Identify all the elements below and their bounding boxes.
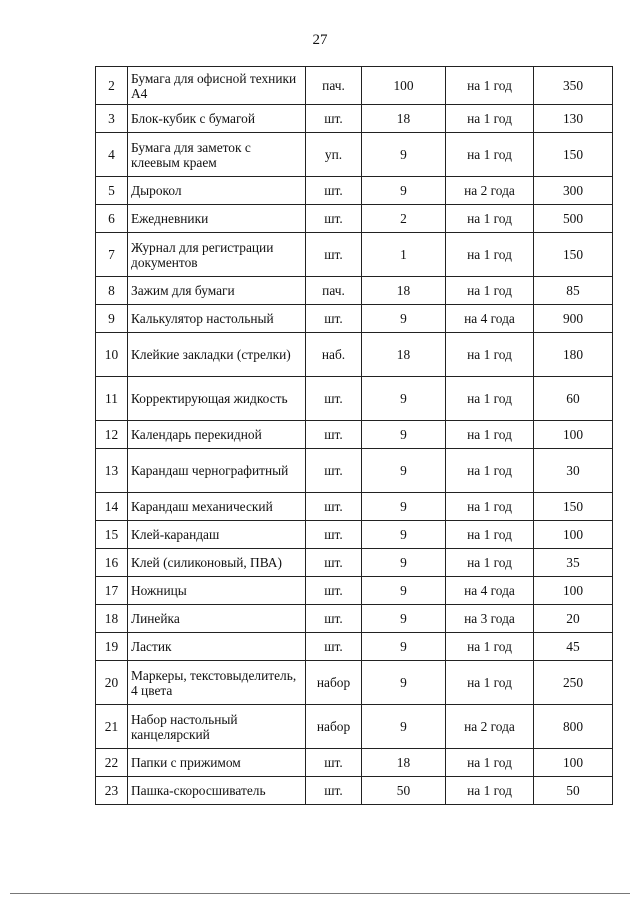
row-number-cell: 13 bbox=[96, 449, 128, 493]
row-number-cell: 15 bbox=[96, 521, 128, 549]
price-cell: 60 bbox=[534, 377, 613, 421]
price-cell: 100 bbox=[534, 749, 613, 777]
row-number-cell: 9 bbox=[96, 305, 128, 333]
usage-term-cell: на 1 год bbox=[446, 205, 534, 233]
unit-cell: шт. bbox=[306, 377, 362, 421]
item-name-cell: Ластик bbox=[128, 633, 306, 661]
table-row bbox=[96, 377, 613, 421]
price-cell: 100 bbox=[534, 577, 613, 605]
table-row bbox=[96, 633, 613, 661]
table-row bbox=[96, 105, 613, 133]
table-row bbox=[96, 493, 613, 521]
unit-cell: набор bbox=[306, 661, 362, 705]
table-row bbox=[96, 449, 613, 493]
unit-cell: шт. bbox=[306, 577, 362, 605]
unit-cell: шт. bbox=[306, 549, 362, 577]
row-number-cell: 16 bbox=[96, 549, 128, 577]
quantity-cell: 9 bbox=[362, 177, 446, 205]
usage-term-cell: на 1 год bbox=[446, 105, 534, 133]
usage-term-cell: на 1 год bbox=[446, 277, 534, 305]
usage-term-cell: на 2 года bbox=[446, 705, 534, 749]
item-name-cell: Пашка-скоросшиватель bbox=[128, 777, 306, 805]
unit-cell: набор bbox=[306, 705, 362, 749]
unit-cell: шт. bbox=[306, 521, 362, 549]
price-cell: 50 bbox=[534, 777, 613, 805]
row-number-cell: 2 bbox=[96, 67, 128, 105]
item-name-cell: Календарь перекидной bbox=[128, 421, 306, 449]
quantity-cell: 18 bbox=[362, 105, 446, 133]
usage-term-cell: на 1 год bbox=[446, 521, 534, 549]
price-cell: 150 bbox=[534, 493, 613, 521]
row-number-cell: 10 bbox=[96, 333, 128, 377]
item-name-cell: Карандаш механический bbox=[128, 493, 306, 521]
table-row bbox=[96, 205, 613, 233]
item-name-cell: Бумага для заметок с клеевым краем bbox=[128, 133, 306, 177]
quantity-cell: 50 bbox=[362, 777, 446, 805]
table-row bbox=[96, 277, 613, 305]
row-number-cell: 3 bbox=[96, 105, 128, 133]
table-row bbox=[96, 67, 613, 105]
item-name-cell: Зажим для бумаги bbox=[128, 277, 306, 305]
quantity-cell: 9 bbox=[362, 661, 446, 705]
price-cell: 800 bbox=[534, 705, 613, 749]
quantity-cell: 9 bbox=[362, 549, 446, 577]
item-name-cell: Набор настольный канцелярский bbox=[128, 705, 306, 749]
row-number-cell: 19 bbox=[96, 633, 128, 661]
unit-cell: уп. bbox=[306, 133, 362, 177]
quantity-cell: 100 bbox=[362, 67, 446, 105]
quantity-cell: 9 bbox=[362, 133, 446, 177]
price-cell: 30 bbox=[534, 449, 613, 493]
unit-cell: пач. bbox=[306, 67, 362, 105]
usage-term-cell: на 1 год bbox=[446, 549, 534, 577]
item-name-cell: Клей (силиконовый, ПВА) bbox=[128, 549, 306, 577]
row-number-cell: 5 bbox=[96, 177, 128, 205]
supplies-table bbox=[95, 66, 613, 805]
price-cell: 350 bbox=[534, 67, 613, 105]
table-row bbox=[96, 177, 613, 205]
usage-term-cell: на 4 года bbox=[446, 577, 534, 605]
unit-cell: шт. bbox=[306, 449, 362, 493]
price-cell: 130 bbox=[534, 105, 613, 133]
unit-cell: шт. bbox=[306, 305, 362, 333]
unit-cell: шт. bbox=[306, 177, 362, 205]
usage-term-cell: на 1 год bbox=[446, 661, 534, 705]
unit-cell: шт. bbox=[306, 421, 362, 449]
usage-term-cell: на 1 год bbox=[446, 449, 534, 493]
usage-term-cell: на 2 года bbox=[446, 177, 534, 205]
row-number-cell: 6 bbox=[96, 205, 128, 233]
price-cell: 900 bbox=[534, 305, 613, 333]
price-cell: 85 bbox=[534, 277, 613, 305]
table-row bbox=[96, 305, 613, 333]
unit-cell: шт. bbox=[306, 777, 362, 805]
quantity-cell: 9 bbox=[362, 305, 446, 333]
quantity-cell: 18 bbox=[362, 333, 446, 377]
quantity-cell: 9 bbox=[362, 421, 446, 449]
usage-term-cell: на 1 год bbox=[446, 777, 534, 805]
row-number-cell: 17 bbox=[96, 577, 128, 605]
item-name-cell: Калькулятор настольный bbox=[128, 305, 306, 333]
unit-cell: пач. bbox=[306, 277, 362, 305]
price-cell: 100 bbox=[534, 521, 613, 549]
price-cell: 35 bbox=[534, 549, 613, 577]
item-name-cell: Журнал для регистрации документов bbox=[128, 233, 306, 277]
usage-term-cell: на 1 год bbox=[446, 233, 534, 277]
row-number-cell: 7 bbox=[96, 233, 128, 277]
item-name-cell: Папки с прижимом bbox=[128, 749, 306, 777]
row-number-cell: 14 bbox=[96, 493, 128, 521]
row-number-cell: 23 bbox=[96, 777, 128, 805]
row-number-cell: 4 bbox=[96, 133, 128, 177]
table-row bbox=[96, 549, 613, 577]
table-row bbox=[96, 421, 613, 449]
table-row bbox=[96, 605, 613, 633]
usage-term-cell: на 1 год bbox=[446, 493, 534, 521]
table-row bbox=[96, 521, 613, 549]
table-row bbox=[96, 777, 613, 805]
row-number-cell: 21 bbox=[96, 705, 128, 749]
quantity-cell: 9 bbox=[362, 705, 446, 749]
usage-term-cell: на 1 год bbox=[446, 67, 534, 105]
price-cell: 250 bbox=[534, 661, 613, 705]
usage-term-cell: на 1 год bbox=[446, 333, 534, 377]
footer-divider bbox=[10, 893, 630, 894]
table-row bbox=[96, 705, 613, 749]
table-row bbox=[96, 233, 613, 277]
usage-term-cell: на 1 год bbox=[446, 421, 534, 449]
item-name-cell: Карандаш чернографитный bbox=[128, 449, 306, 493]
quantity-cell: 2 bbox=[362, 205, 446, 233]
usage-term-cell: на 1 год bbox=[446, 133, 534, 177]
item-name-cell: Ежедневники bbox=[128, 205, 306, 233]
quantity-cell: 9 bbox=[362, 449, 446, 493]
unit-cell: наб. bbox=[306, 333, 362, 377]
item-name-cell: Маркеры, текстовыделитель, 4 цвета bbox=[128, 661, 306, 705]
item-name-cell: Клейкие закладки (стрелки) bbox=[128, 333, 306, 377]
usage-term-cell: на 1 год bbox=[446, 633, 534, 661]
item-name-cell: Бумага для офисной техники А4 bbox=[128, 67, 306, 105]
quantity-cell: 1 bbox=[362, 233, 446, 277]
item-name-cell: Ножницы bbox=[128, 577, 306, 605]
table-row bbox=[96, 661, 613, 705]
unit-cell: шт. bbox=[306, 605, 362, 633]
quantity-cell: 9 bbox=[362, 605, 446, 633]
quantity-cell: 9 bbox=[362, 521, 446, 549]
item-name-cell: Дырокол bbox=[128, 177, 306, 205]
usage-term-cell: на 1 год bbox=[446, 377, 534, 421]
unit-cell: шт. bbox=[306, 205, 362, 233]
page-number: 27 bbox=[312, 32, 328, 48]
row-number-cell: 8 bbox=[96, 277, 128, 305]
quantity-cell: 9 bbox=[362, 493, 446, 521]
quantity-cell: 9 bbox=[362, 377, 446, 421]
unit-cell: шт. bbox=[306, 493, 362, 521]
price-cell: 20 bbox=[534, 605, 613, 633]
unit-cell: шт. bbox=[306, 633, 362, 661]
item-name-cell: Блок-кубик с бумагой bbox=[128, 105, 306, 133]
row-number-cell: 22 bbox=[96, 749, 128, 777]
item-name-cell: Линейка bbox=[128, 605, 306, 633]
table-row bbox=[96, 577, 613, 605]
unit-cell: шт. bbox=[306, 749, 362, 777]
price-cell: 100 bbox=[534, 421, 613, 449]
quantity-cell: 9 bbox=[362, 577, 446, 605]
price-cell: 300 bbox=[534, 177, 613, 205]
usage-term-cell: на 1 год bbox=[446, 749, 534, 777]
table-row bbox=[96, 749, 613, 777]
table-row bbox=[96, 333, 613, 377]
quantity-cell: 9 bbox=[362, 633, 446, 661]
row-number-cell: 12 bbox=[96, 421, 128, 449]
item-name-cell: Клей-карандаш bbox=[128, 521, 306, 549]
price-cell: 500 bbox=[534, 205, 613, 233]
quantity-cell: 18 bbox=[362, 749, 446, 777]
row-number-cell: 20 bbox=[96, 661, 128, 705]
table-row bbox=[96, 133, 613, 177]
unit-cell: шт. bbox=[306, 105, 362, 133]
price-cell: 150 bbox=[534, 133, 613, 177]
usage-term-cell: на 3 года bbox=[446, 605, 534, 633]
row-number-cell: 18 bbox=[96, 605, 128, 633]
unit-cell: шт. bbox=[306, 233, 362, 277]
row-number-cell: 11 bbox=[96, 377, 128, 421]
price-cell: 180 bbox=[534, 333, 613, 377]
quantity-cell: 18 bbox=[362, 277, 446, 305]
usage-term-cell: на 4 года bbox=[446, 305, 534, 333]
price-cell: 150 bbox=[534, 233, 613, 277]
item-name-cell: Корректирующая жидкость bbox=[128, 377, 306, 421]
price-cell: 45 bbox=[534, 633, 613, 661]
